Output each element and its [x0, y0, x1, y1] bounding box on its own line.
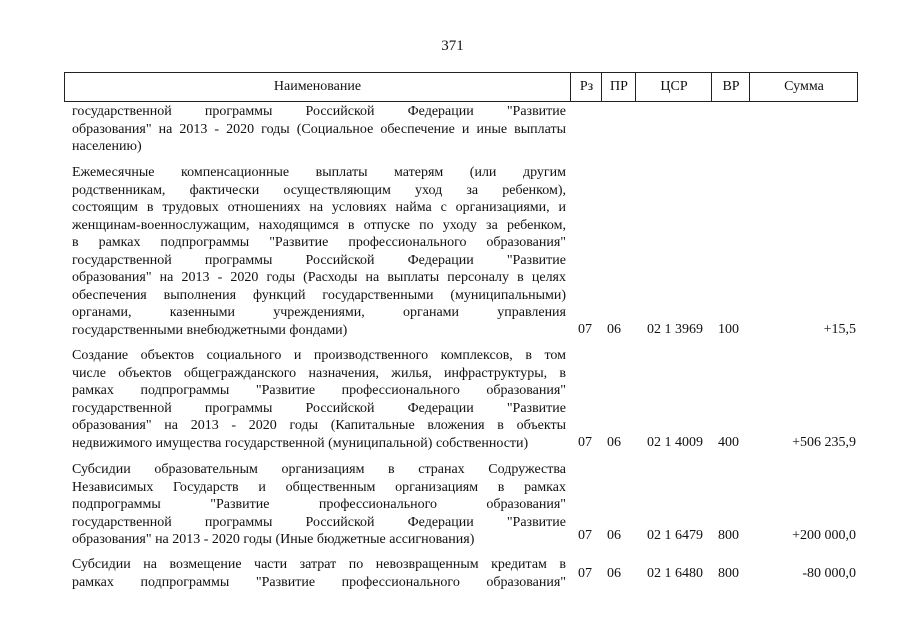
cell-vr: 800: [718, 566, 739, 581]
column-header-rz: Рз: [570, 73, 602, 101]
description-line: недвижимого имущества государственной (муниципальной) собственности): [72, 435, 529, 451]
row-description: [72, 164, 566, 339]
description-line: Независимых Государств и общественным организациям в рамках: [72, 479, 566, 495]
cell-rz: 07: [578, 322, 592, 337]
description-line: родственникам, фактически осуществляющим уход за ребенком),: [72, 182, 566, 198]
row-description: [72, 347, 566, 452]
cell-sum: +15,5: [823, 322, 856, 337]
cell-vr: 800: [718, 528, 739, 543]
cell-rz: 07: [578, 566, 592, 581]
description-line: Субсидии образовательным организациям в странах Содружества: [72, 462, 566, 477]
cell-vr: 400: [718, 435, 739, 450]
description-line: образования" на 2013 - 2020 годы (Иные бюджетные ассигнования): [72, 532, 475, 547]
description-line: женщинам-военнослужащим, находящимся в отпуске по уходу за ребенком,: [72, 217, 566, 233]
description-line: органами, казенными учреждениями, органами управления: [72, 305, 566, 320]
description-line: подпрограммы "Развитие профессионального образования": [72, 497, 566, 512]
description-line: Субсидии на возмещение части затрат по невозвращенным кредитам в: [72, 557, 566, 572]
column-header-csr: ЦСР: [635, 73, 712, 101]
description-line: образования" на 2013 - 2020 годы (Капитальные вложения в объекты: [72, 418, 566, 433]
cell-sum: +506 235,9: [792, 435, 856, 450]
cell-vr: 100: [718, 322, 739, 337]
row-description: [72, 461, 566, 549]
description-line: Ежемесячные компенсационные выплаты матерям (или другим: [72, 165, 566, 180]
description-line: рамках подпрограммы "Развитие профессионального образования": [72, 383, 566, 398]
column-header-sum: Сумма: [749, 73, 858, 101]
cell-sum: -80 000,0: [802, 566, 856, 581]
description-line: Создание объектов социального и производственного комплексов, в том: [72, 348, 566, 363]
description-line: обеспечения выполнения функций государственными (муниципальными): [72, 287, 566, 303]
description-line: государственной программы Российской Федерации "Развитие: [72, 514, 566, 530]
cell-pr: 06: [607, 322, 621, 337]
cell-csr: 02 1 4009: [647, 435, 703, 450]
row-description: [72, 556, 566, 591]
description-line: государственной программы Российской Федерации "Развитие: [72, 104, 566, 119]
cell-csr: 02 1 3969: [647, 322, 703, 337]
cell-csr: 02 1 6479: [647, 528, 703, 543]
description-line: состоящим в трудовых отношениях на условиях найма с организациями, и: [72, 200, 566, 215]
description-line: населению): [72, 139, 142, 154]
description-line: государственной программы Российской Федерации "Развитие: [72, 252, 566, 268]
description-line: образования" на 2013 - 2020 годы (Социальное обеспечение и иные выплаты: [72, 121, 566, 137]
description-line: государственной программы Российской Федерации "Развитие: [72, 400, 566, 416]
cell-pr: 06: [607, 566, 621, 581]
description-line: в рамках подпрограммы "Развитие профессионального образования": [72, 235, 566, 250]
column-header-name: Наименование: [273, 79, 362, 94]
cell-sum: +200 000,0: [792, 528, 856, 543]
cell-csr: 02 1 6480: [647, 566, 703, 581]
column-header-vr: ВР: [711, 73, 750, 101]
description-line: рамках подпрограммы "Развитие профессионального образования": [72, 574, 566, 590]
table-header: [64, 72, 858, 102]
cell-pr: 06: [607, 528, 621, 543]
cell-rz: 07: [578, 528, 592, 543]
cell-rz: 07: [578, 435, 592, 450]
page-number: 371: [441, 38, 464, 54]
description-line: государственными внебюджетными фондами): [72, 322, 348, 338]
description-line: числе объектов общегражданского назначения, жилья, инфраструктуры, в: [72, 365, 566, 381]
cell-pr: 06: [607, 435, 621, 450]
description-line: образования" на 2013 - 2020 годы (Расходы на выплаты персоналу в целях: [72, 270, 566, 285]
column-header-pr: ПР: [601, 73, 636, 101]
row-description: [72, 103, 566, 156]
